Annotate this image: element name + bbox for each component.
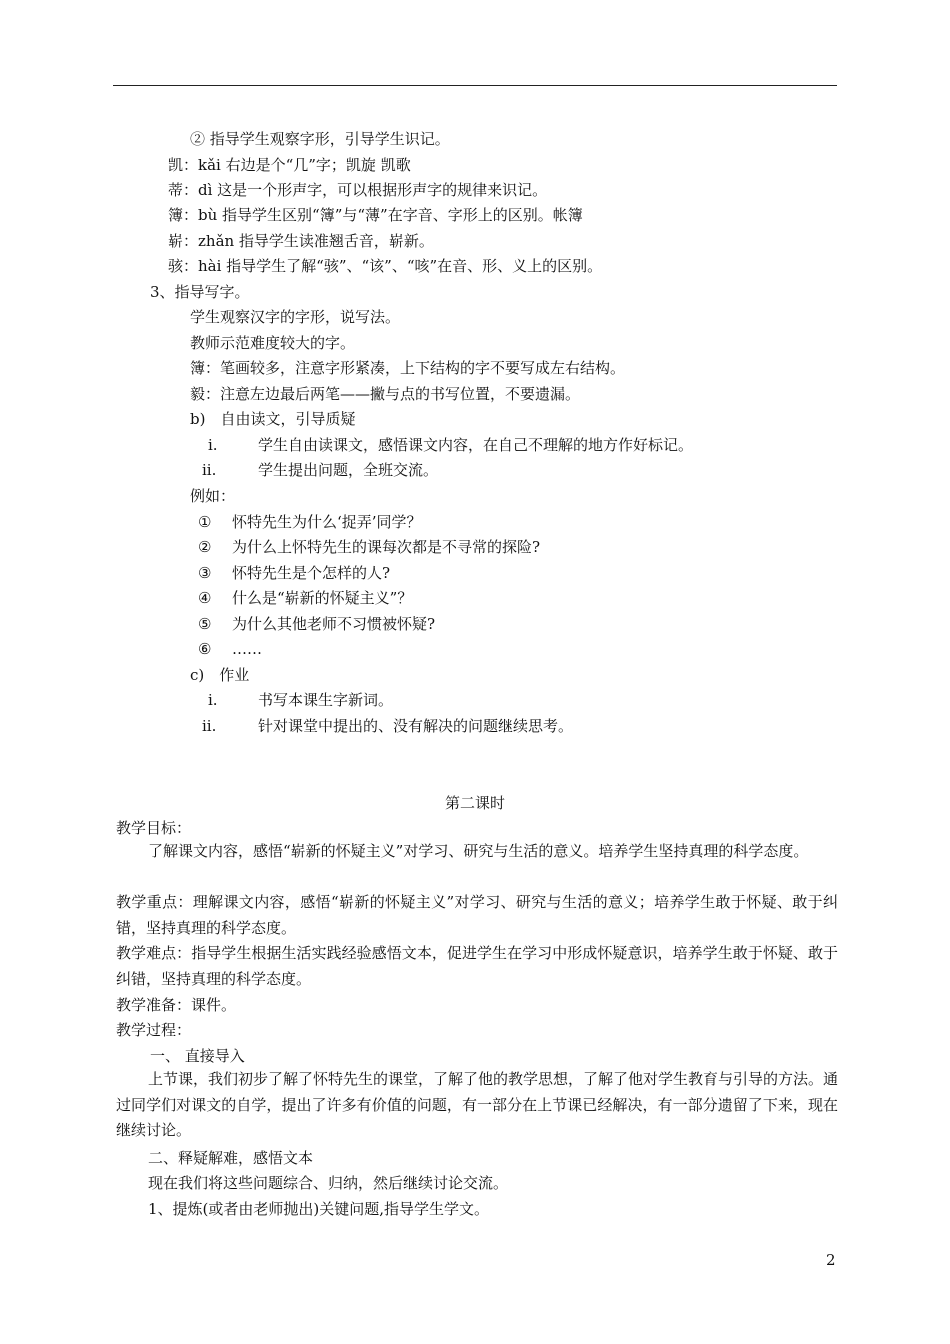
key-points-paragraph: 教学重点：理解课文内容，感悟“崭新的怀疑主义”对学习、研究与生活的意义；培养学生敢于怀疑、敢于纠错，坚持真理的科学态度。 xyxy=(116,893,838,937)
text-line: 例如： xyxy=(190,487,236,505)
text-line: c) 作业 xyxy=(190,666,250,684)
text-line: ② 指导学生观察字形，引导学生识记。 xyxy=(190,130,450,148)
text-line: 簿：bù 指导学生区别“簿”与“薄”在字音、字形上的区别。帐簿 xyxy=(168,206,583,224)
list-item: 怀特先生为什么‘捉弄’同学？ xyxy=(232,513,422,531)
step2-item: 1、提炼(或者由老师抛出)关键问题,指导学生学文。 xyxy=(148,1200,490,1218)
objective-paragraph: 了解课文内容，感悟“崭新的怀疑主义”对学习、研究与生活的意义。培养学生坚持真理的科学态度。 xyxy=(148,842,809,860)
list-item: 针对课堂中提出的、没有解决的问题继续思考。 xyxy=(258,717,574,735)
text-line: 崭：zhǎn 指导学生读准翘舌音，崭新。 xyxy=(168,232,434,250)
text-line: 3、指导写字。 xyxy=(150,283,250,301)
list-number: ② xyxy=(198,538,212,556)
text-line: 学生观察汉字的字形，说写法。 xyxy=(190,308,401,326)
objective-label: 教学目标： xyxy=(116,819,192,837)
list-number: ④ xyxy=(198,589,212,607)
list-number: i. xyxy=(208,691,218,709)
list-item: 为什么上怀特先生的课每次都是不寻常的探险? xyxy=(232,538,541,556)
step1-paragraph: 上节课，我们初步了解了怀特先生的课堂，了解了他的教学思想，了解了他对学生教育与引导的方法。通过同学们对课文的自学，提出了许多有价值的问题，有一部分在上节课已经解决，有一部分遗留了下来，现在继续讨论。 xyxy=(116,1070,839,1139)
step2-heading: 二、释疑解难，感悟文本 xyxy=(148,1149,314,1167)
step2-paragraph: 现在我们将这些问题综合、归纳，然后继续讨论交流。 xyxy=(148,1174,509,1192)
list-item: 怀特先生是个怎样的人? xyxy=(232,564,391,582)
list-item: …… xyxy=(232,640,262,658)
text-line: 毅：注意左边最后两笔——撇与点的书写位置，不要遗漏。 xyxy=(190,385,581,403)
text-line: 凯：kǎi 右边是个“几”字；凯旋 凯歌 xyxy=(168,156,411,174)
text-line: 蒂：dì 这是一个形声字，可以根据形声字的规律来识记。 xyxy=(168,181,548,199)
list-number: ③ xyxy=(198,564,212,582)
text-line: b) 自由读文，引导质疑 xyxy=(190,410,356,428)
list-number: ⑤ xyxy=(198,615,212,633)
process-label: 教学过程： xyxy=(116,1021,192,1039)
list-number: i. xyxy=(208,436,218,454)
text-line: 簿：笔画较多，注意字形紧凑，上下结构的字不要写成左右结构。 xyxy=(190,359,626,377)
list-number: ii. xyxy=(202,461,217,479)
list-item: 学生提出问题，全班交流。 xyxy=(258,461,439,479)
difficulties-paragraph: 教学难点：指导学生根据生活实践经验感悟文本，促进学生在学习中形成怀疑意识，培养学生敢于怀疑、敢于纠错，坚持真理的科学态度。 xyxy=(116,944,838,988)
list-item: 学生自由读课文，感悟课文内容，在自己不理解的地方作好标记。 xyxy=(258,436,694,454)
list-item: 书写本课生字新词。 xyxy=(258,691,394,709)
header-rule xyxy=(113,85,837,86)
list-item: 为什么其他老师不习惯被怀疑? xyxy=(232,615,436,633)
section-title: 第二课时 xyxy=(444,794,505,812)
list-item: 什么是“崭新的怀疑主义”？ xyxy=(232,589,413,607)
list-number: ① xyxy=(198,513,212,531)
preparation-line: 教学准备：课件。 xyxy=(116,996,237,1014)
text-line: 教师示范难度较大的字。 xyxy=(190,334,356,352)
list-number: ⑥ xyxy=(198,640,212,658)
step1-heading: 一、 直接导入 xyxy=(150,1047,245,1065)
page-number: 2 xyxy=(826,1251,836,1269)
text-line: 骇：hài 指导学生了解“骇”、“该”、“咳”在音、形、义上的区别。 xyxy=(168,257,603,275)
list-number: ii. xyxy=(202,717,217,735)
